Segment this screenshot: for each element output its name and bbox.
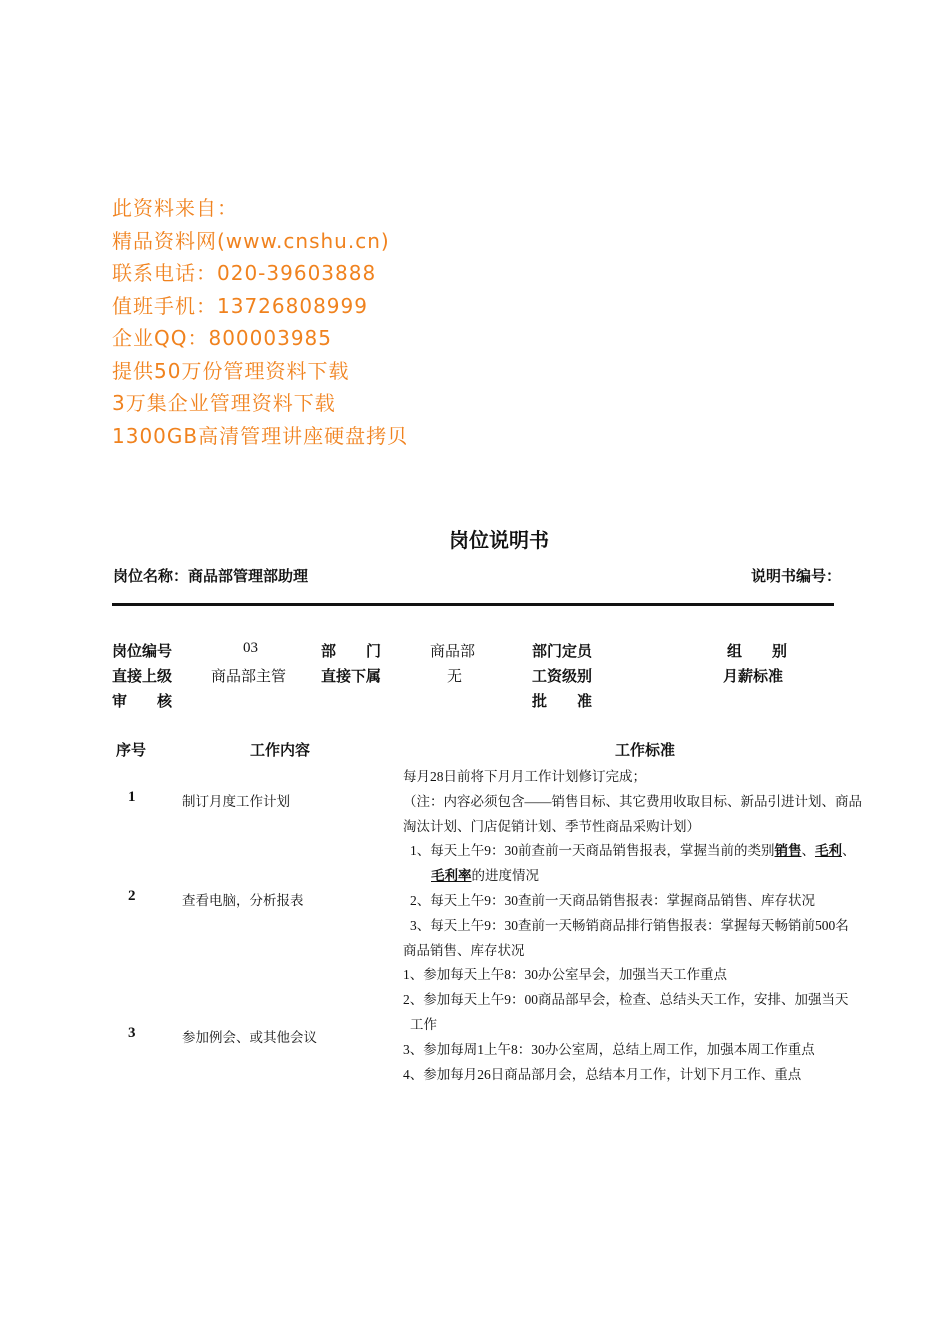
superior-value: 商品部主管 [211,667,287,685]
ad-line: 提供50万份管理资料下载 [112,358,350,383]
doc-number-label: 说明书编号： [751,567,842,585]
salary-label: 月薪标准 [723,667,784,685]
ad-line: 联系电话：020-39603888 [112,261,377,285]
standard-line [410,839,856,859]
separator: 、 [842,843,856,858]
dept-quota-label: 部门定员 [532,642,593,660]
standard-line: 2、每天上午9：30查前一天商品销售报表：掌握商品销售、库存状况 [410,893,815,908]
group-label: 组 别 [727,642,788,660]
ad-line: 值班手机：13726808999 [112,293,368,318]
header-divider [112,603,834,606]
standard-line: 淘汰计划、门店促销计划、季节性商品采购计划） [403,819,700,834]
keyword-gross-margin: 毛利率 [431,868,472,883]
review-label: 审 核 [112,692,173,710]
ad-line: 此资料来自： [112,196,238,220]
standard-line [431,864,539,884]
doc-title: 岗位说明书 [449,528,549,552]
standard-line: 每月28日前将下月月工作计划修订完成； [403,769,646,784]
row-seq: 2 [128,888,136,904]
col-content-header: 工作内容 [250,741,311,759]
ad-line: 1300GB高清管理讲座硬盘拷贝 [112,423,409,448]
col-standard-header: 工作标准 [615,741,676,759]
ad-line: 3万集企业管理资料下载 [112,391,336,415]
standard-line: 2、参加每天上午9：00商品部早会，检查、总结头天工作，安排、加强当天 [403,992,849,1007]
standard-text: 1、每天上午9：30前查前一天商品销售报表，掌握当前的类别 [410,843,775,858]
standard-line: 工作 [410,1017,437,1032]
approve-label: 批 准 [532,692,593,710]
row-seq: 3 [128,1025,136,1041]
position-name: 岗位名称：商品部管理部助理 [113,567,309,585]
row-content: 制订月度工作计划 [182,794,290,809]
standard-line: 3、参加每周1上午8：30办公室周，总结上周工作，加强本周工作重点 [403,1042,815,1057]
standard-text: 的进度情况 [471,868,539,883]
superior-label: 直接上级 [112,667,173,685]
ad-line: 企业QQ：800003985 [112,326,333,350]
col-seq-header: 序号 [116,741,147,759]
row-seq: 1 [128,789,136,805]
row-content: 查看电脑，分析报表 [182,893,304,908]
standard-line: 1、参加每天上午8：30办公室早会，加强当天工作重点 [403,967,727,982]
standard-line: （注：内容必须包含——销售目标、其它费用收取目标、新品引进计划、商品 [403,794,862,809]
pos-no-value: 03 [243,640,258,656]
standard-line: 3、每天上午9：30查前一天畅销商品排行销售报表：掌握每天畅销前500名 [410,918,849,933]
subordinate-label: 直接下属 [321,667,382,685]
wage-label: 工资级别 [532,667,593,685]
standard-line: 商品销售、库存状况 [403,943,525,958]
dept-value: 商品部 [430,642,476,660]
pos-no-label: 岗位编号 [112,642,173,660]
row-content: 参加例会、或其他会议 [182,1030,317,1045]
keyword-sales: 销售 [774,843,802,858]
separator: 、 [801,843,815,858]
dept-label: 部 门 [321,642,382,660]
subordinate-value: 无 [447,667,463,685]
standard-line: 4、参加每月26日商品部月会，总结本月工作，计划下月工作、重点 [403,1067,802,1082]
keyword-gross-profit: 毛利 [815,843,842,858]
ad-block [112,192,408,452]
ad-line: 精品资料网(www.cnshu.cn) [112,228,390,253]
